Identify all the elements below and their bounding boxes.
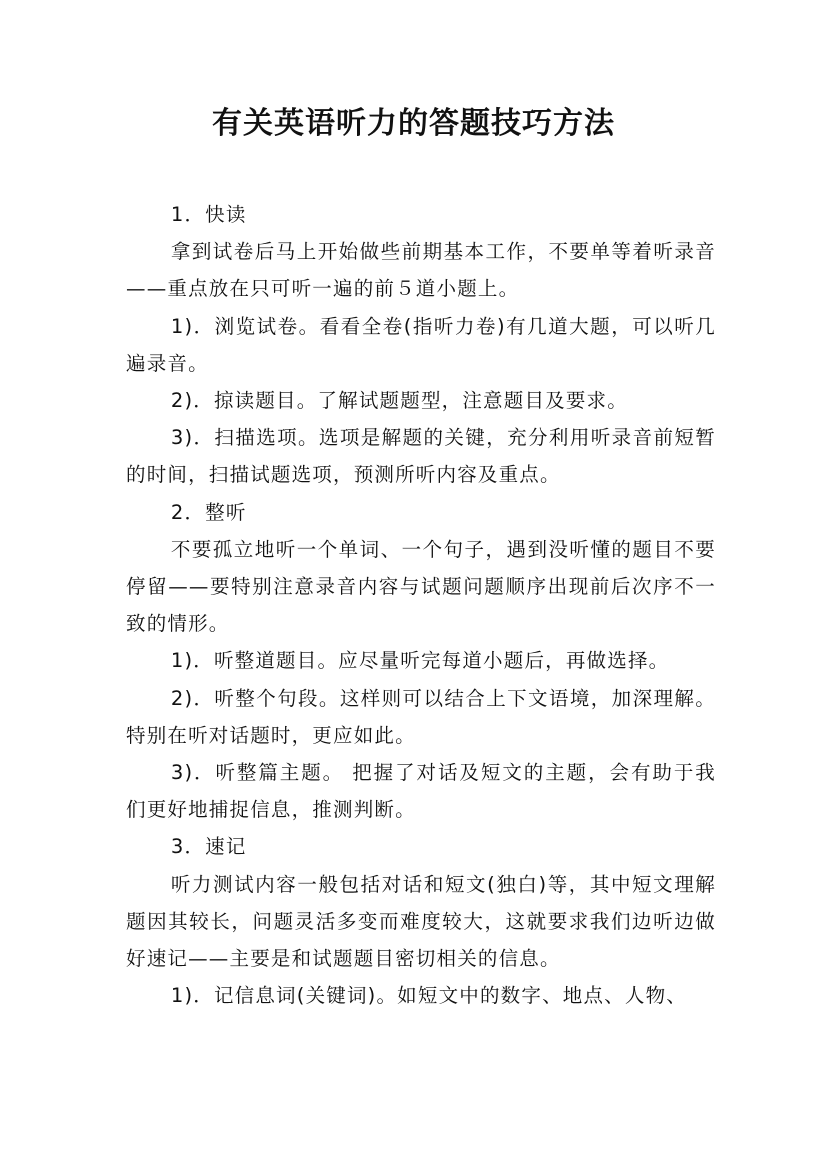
list-item: 1)．听整道题目。应尽量听完每道小题后，再做选择。 bbox=[170, 649, 670, 673]
document-body bbox=[126, 196, 716, 1014]
list-item: 1)．浏览试卷。看看全卷(指听力卷)有几道大题，可以听几遍录音。 bbox=[126, 314, 716, 375]
list-item: 3)．扫描选项。选项是解题的关键，充分利用听录音前短暂的时间，扫描试题选项，预测所听内容及重点。 bbox=[126, 426, 716, 487]
section-heading-2: 2．整听 bbox=[170, 500, 247, 524]
list-item: 2)．听整个句段。这样则可以结合上下文语境，加深理解。特别在听对话题时，更应如此。 bbox=[126, 686, 716, 747]
list-item: 1)．记信息词(关键词)。如短文中的数字、地点、人物、 bbox=[170, 984, 687, 1008]
list-item: 2)．掠读题目。了解试题题型，注意题目及要求。 bbox=[170, 389, 628, 413]
section-heading-3: 3．速记 bbox=[170, 835, 247, 859]
paragraph: 拿到试卷后马上开始做些前期基本工作，不要单等着听录音——重点放在只可听一遍的前５道小题上。 bbox=[126, 240, 716, 301]
list-item: 3)．听整篇主题。 把握了对话及短文的主题，会有助于我们更好地捕捉信息，推测判断。 bbox=[126, 761, 716, 822]
paragraph: 听力测试内容一般包括对话和短文(独白)等，其中短文理解题因其较长，问题灵活多变而难度较大，这就要求我们边听边做好速记——主要是和试题题目密切相关的信息。 bbox=[126, 872, 716, 971]
section-heading-1: 1．快读 bbox=[170, 203, 247, 226]
document-title: 有关英语听力的答题技巧方法 bbox=[212, 106, 615, 141]
paragraph: 不要孤立地听一个单词、一个句子，遇到没听懂的题目不要停留——要特别注意录音内容与试题问题顺序出现前后次序不一致的情形。 bbox=[126, 537, 716, 636]
